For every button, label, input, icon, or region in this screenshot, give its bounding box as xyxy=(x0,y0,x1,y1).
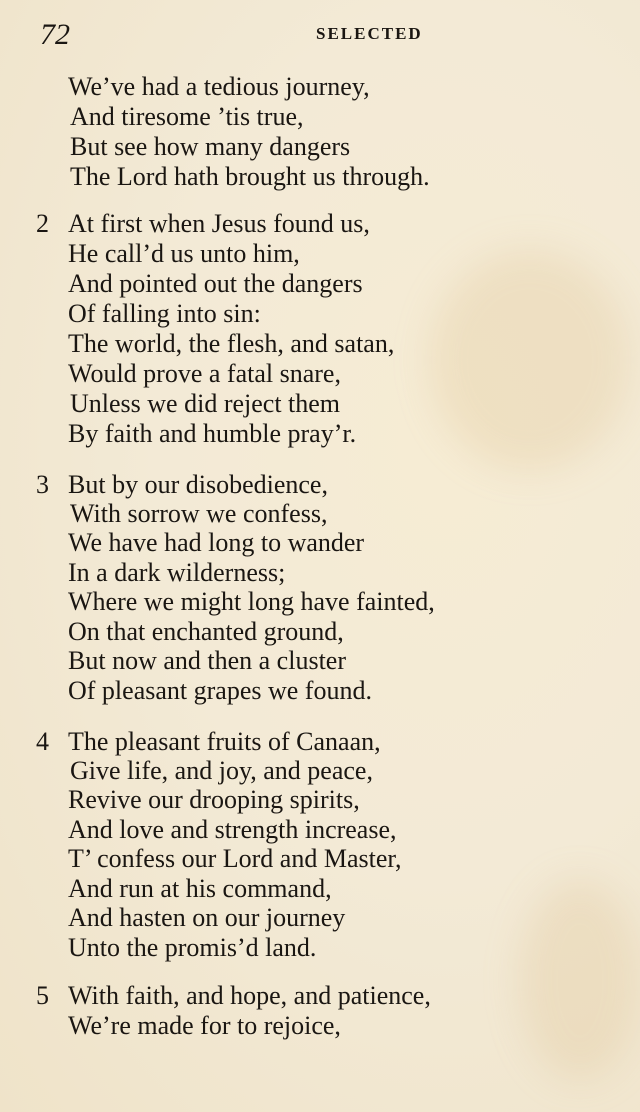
verse-line: With sorrow we confess, xyxy=(70,499,328,528)
verse-line: In a dark wilderness; xyxy=(68,558,286,587)
verse-line: And hasten on our journey xyxy=(68,903,346,932)
page-header xyxy=(40,18,600,51)
verse-line: With faith, and hope, and patience, xyxy=(68,981,431,1010)
verse-line: Give life, and joy, and peace, xyxy=(70,756,373,785)
stanza-number: 4 xyxy=(36,727,49,756)
verse-line: And tiresome ’tis true, xyxy=(70,102,304,131)
verse-line: We’re made for to rejoice, xyxy=(68,1011,341,1040)
verse-line: Would prove a fatal snare, xyxy=(68,359,341,388)
verse-line: We’ve had a tedious journey, xyxy=(68,72,370,101)
verse-line: On that enchanted ground, xyxy=(68,617,344,646)
stanza-number: 5 xyxy=(36,981,49,1010)
stanza-number: 2 xyxy=(36,209,49,238)
verse-line: But by our disobedience, xyxy=(68,470,328,499)
verse-line: And run at his command, xyxy=(68,874,332,903)
paper-stain xyxy=(520,880,640,1080)
verse-line: Unless we did reject them xyxy=(70,389,341,418)
verse-line: T’ confess our Lord and Master, xyxy=(68,844,402,873)
verse-line: But see how many dangers xyxy=(70,132,351,161)
verse-line: The Lord hath brought us through. xyxy=(70,162,430,191)
verse-line: At first when Jesus found us, xyxy=(68,209,370,238)
verse-line: By faith and humble pray’r. xyxy=(68,419,357,448)
verse-line: We have had long to wander xyxy=(68,528,365,557)
running-head: SELECTED xyxy=(316,24,423,43)
verse-line: The world, the flesh, and satan, xyxy=(68,329,395,358)
verse-line: And pointed out the dangers xyxy=(68,269,363,298)
verse-line: Of pleasant grapes we found. xyxy=(68,676,372,705)
stanza-number: 3 xyxy=(36,470,49,499)
verse-line: Revive our drooping spirits, xyxy=(68,785,360,814)
verse-line: The pleasant fruits of Canaan, xyxy=(68,727,381,756)
verse-line: He call’d us unto him, xyxy=(68,239,300,268)
verse-line: Unto the promis’d land. xyxy=(68,933,317,962)
page-number: 72 xyxy=(40,18,70,51)
verse-line: Where we might long have fainted, xyxy=(68,587,435,616)
paper-stain xyxy=(430,250,630,470)
verse-line: But now and then a cluster xyxy=(68,646,346,675)
verse-line: And love and strength increase, xyxy=(68,815,397,844)
verse-line: Of falling into sin: xyxy=(68,299,261,328)
